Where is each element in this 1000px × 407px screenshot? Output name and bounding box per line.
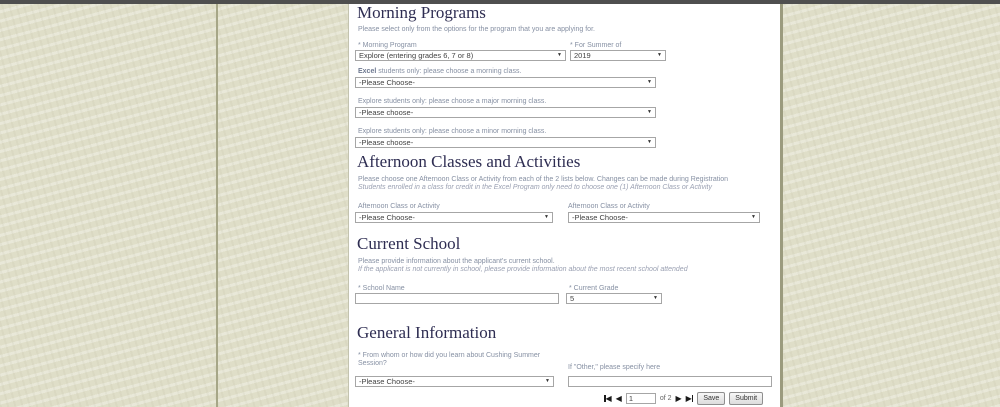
other-specify-input[interactable] — [568, 376, 772, 387]
next-page-button[interactable] — [676, 394, 682, 403]
chevron-down-icon: ▼ — [653, 295, 658, 301]
chevron-down-icon: ▼ — [545, 378, 550, 384]
explore-major-selected-value: -Please choose- — [359, 108, 414, 117]
morning-description: Please select only from the options for the program that you are applying for. — [358, 26, 595, 33]
afternoon-activity2-label: Afternoon Class or Activity — [568, 203, 650, 210]
excel-class-select[interactable] — [355, 77, 656, 88]
last-page-button[interactable] — [686, 394, 694, 403]
other-specify-label: If "Other," please specify here — [568, 364, 661, 371]
prev-arrow-icon: ◀ — [605, 394, 612, 403]
chevron-down-icon: ▼ — [557, 52, 562, 58]
left-column-divider — [216, 4, 218, 407]
afternoon-note: Students enrolled in a class for credit in the Excel Program only need to choose one (1) Afternoon Class or Activity — [358, 184, 712, 191]
afternoon-activity2-selected-value: -Please Choose- — [572, 213, 628, 222]
form-pager — [604, 392, 763, 405]
next-arrow-icon: ▶ — [675, 394, 682, 403]
chevron-down-icon: ▼ — [751, 214, 756, 220]
page-count-label: of 2 — [659, 395, 672, 402]
explore-major-select[interactable] — [355, 107, 656, 118]
explore-minor-selected-value: -Please choose- — [359, 138, 414, 147]
next-arrow-icon: ▶ — [685, 394, 692, 403]
last-page-bar-icon — [692, 395, 694, 402]
explore-major-label: Explore students only: please choose a major morning class. — [358, 98, 547, 105]
school-name-label: * School Name — [358, 285, 405, 292]
prev-page-button[interactable] — [616, 394, 622, 403]
referral-select[interactable] — [355, 376, 554, 387]
school-name-input[interactable] — [355, 293, 559, 304]
current-grade-selected-value: 5 — [570, 294, 575, 303]
afternoon-activity2-select[interactable] — [568, 212, 760, 223]
form-panel — [348, 4, 783, 407]
chevron-down-icon: ▼ — [647, 109, 652, 115]
current-grade-select[interactable] — [566, 293, 662, 304]
afternoon-activity1-selected-value: -Please Choose- — [359, 213, 415, 222]
submit-button[interactable]: Submit — [729, 392, 763, 405]
chevron-down-icon: ▼ — [647, 79, 652, 85]
chevron-down-icon: ▼ — [647, 139, 652, 145]
prev-arrow-icon: ◀ — [615, 394, 622, 403]
current-school-note: If the applicant is not currently in school, please provide information about the most recent school attended — [358, 266, 688, 273]
afternoon-description: Please choose one Afternoon Class or Activity from each of the 2 lists below. Changes can be made during Registration — [358, 176, 729, 183]
section-title-general-information: General Information — [357, 323, 497, 342]
explore-minor-select[interactable] — [355, 137, 656, 148]
referral-selected-value: -Please Choose- — [359, 377, 415, 386]
referral-label: * From whom or how did you learn about Cushing Summer Session? — [358, 352, 541, 367]
current-school-description: Please provide information about the applicant's current school. — [358, 258, 555, 265]
section-title-current-school: Current School — [357, 234, 461, 253]
explore-minor-label: Explore students only: please choose a minor morning class. — [358, 128, 547, 135]
for-summer-of-label: * For Summer of — [570, 42, 622, 49]
afternoon-activity1-select[interactable] — [355, 212, 553, 223]
page-number-input[interactable] — [626, 393, 656, 404]
morning-program-selected-value: Explore (entering grades 6, 7 or 8) — [359, 51, 474, 60]
morning-program-select[interactable] — [355, 50, 566, 61]
chevron-down-icon: ▼ — [544, 214, 549, 220]
for-summer-of-select[interactable] — [570, 50, 666, 61]
excel-class-selected-value: -Please Choose- — [359, 78, 415, 87]
current-grade-label: * Current Grade — [569, 285, 619, 292]
section-title-morning-programs: Morning Programs — [357, 3, 486, 22]
save-button[interactable]: Save — [697, 392, 725, 405]
first-page-button[interactable] — [604, 394, 612, 403]
excel-class-label: Excel students only: please choose a morning class. — [358, 68, 522, 75]
afternoon-activity1-label: Afternoon Class or Activity — [358, 203, 440, 210]
section-title-afternoon: Afternoon Classes and Activities — [357, 152, 581, 171]
for-summer-of-selected-value: 2019 — [574, 51, 591, 60]
chevron-down-icon: ▼ — [657, 52, 662, 58]
morning-program-label: * Morning Program — [358, 42, 417, 49]
excel-bold-word: Excel — [358, 68, 377, 75]
